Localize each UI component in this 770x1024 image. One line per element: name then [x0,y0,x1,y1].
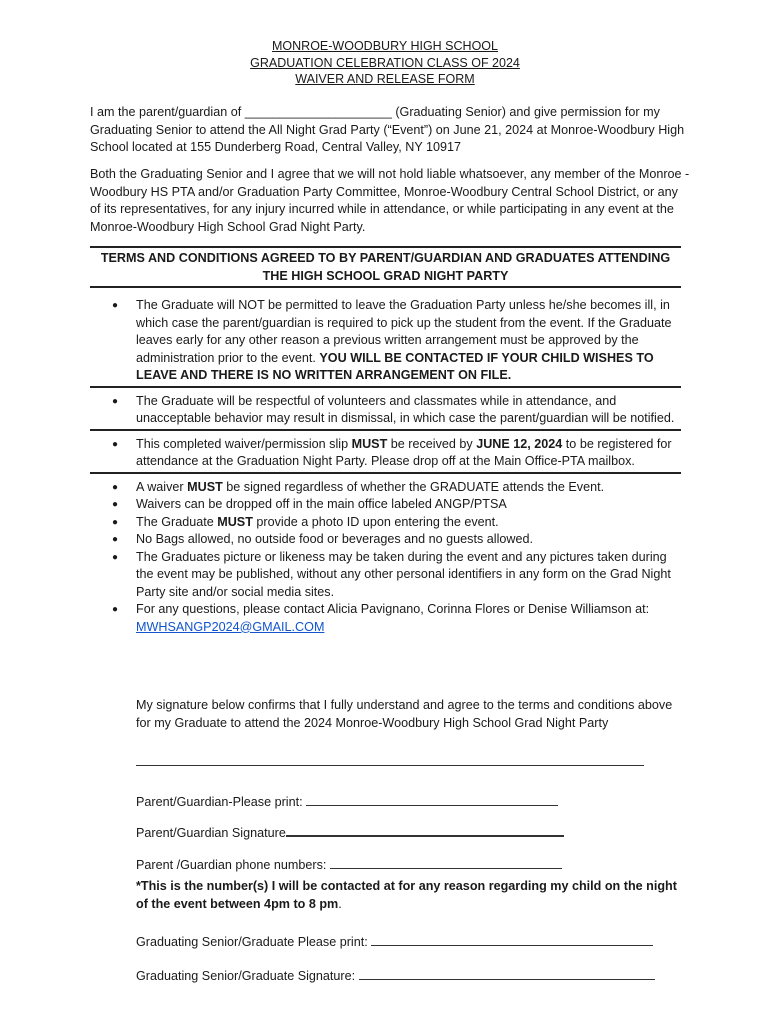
liability-paragraph: Both the Graduating Senior and I agree that we will not hold liable whatsoever, any member of the Monroe -Woodbury HS PTA and/or Graduation Party Committee, Monroe-Woodbury Central School District, or any of its representatives, for any injury incurred while in attendance, or while participating in any event at the Monroe-Woodbury High School Grad Night Party. [90,167,690,234]
parent-print-label: Parent/Guardian-Please print: [136,795,307,809]
term-emphasis: MUST [217,514,253,529]
term-text: The Graduates picture or likeness may be taken during the event and any pictures taken during the event may be published, without any other personal identifiers in any form on the Grad Night Party site and/or social media sites. [136,549,671,599]
term-text: No Bags allowed, no outside food or beverages and no guests allowed. [136,532,533,546]
list-item [90,496,681,514]
list-item [90,393,681,431]
parent-print-line[interactable] [306,792,558,806]
term-text: The Graduate will NOT be permitted to leave the Graduation Party unless he/she becomes ill, in which case the parent/guardian is required to pick up the student from the event. If the Graduate leaves early for any other reason a previous written arrangement must be approved by the administration prior to the event. [136,298,672,365]
term-text: This completed waiver/permission slip [136,436,352,451]
senior-signature-line[interactable] [359,966,655,980]
term-text: The Graduate will be respectful of volunteers and classmates while in attendance, and unacceptable behavior may result in dismissal, in which case the parent/guardian will be notified. [136,393,675,425]
list-item [90,601,681,636]
contact-note-period: . [338,896,342,911]
bullet-icon: ● [112,395,119,407]
permission-text-start: I am the parent/guardian of [90,105,245,119]
term-text: provide a photo ID upon entering the event. [252,514,499,529]
bullet-icon: ● [112,481,119,493]
senior-print-field [136,932,653,952]
confirmation-statement: My signature below confirms that I fully understand and agree to the terms and conditions above for my Graduate to attend the 2024 Monroe-Woodbury High School Grad Night Party [136,698,673,730]
term-text: be received by [387,436,477,451]
term-text: Waivers can be dropped off in the main office labeled ANGP/PTSA [136,497,507,511]
list-item [90,436,681,474]
list-item [90,531,681,549]
parent-phone-field [136,855,562,875]
deadline-date: JUNE 12, 2024 [476,436,563,451]
terms-heading: TERMS AND CONDITIONS AGREED TO BY PARENT/GUARDIAN AND GRADUATES ATTENDING THE HIGH SCHOOL GRAD NIGHT PARTY [90,246,681,288]
list-item [90,297,681,388]
bullet-icon: ● [112,499,119,510]
senior-print-line[interactable] [371,932,653,946]
parent-print-field [136,792,558,812]
parent-signature-label: Parent/Guardian Signature [136,826,286,840]
permission-paragraph [90,104,690,157]
permission-text-end: (Graduating Senior) and give permission for my Graduating Senior to attend the All Night Grad Party (“Event”) on June 21, 2024 at Monroe-Woodbury High School located at 155 Dunderberg Road, Central Valley, NY 10917 [90,105,685,154]
bullet-icon: ● [112,300,119,311]
bullet-icon: ● [112,604,119,615]
term-text: For any questions, please contact Alicia Pavignano, Corinna Flores or Denise Williamson at: [136,602,650,616]
senior-name-blank[interactable]: _____________________ [244,105,392,119]
parent-phone-label: Parent /Guardian phone numbers: [136,858,330,872]
list-item [90,479,681,497]
list-item [90,549,681,602]
form-title: WAIVER AND RELEASE FORM [295,72,475,86]
senior-signature-field [136,966,655,986]
term-text: A waiver [136,479,188,494]
parent-phone-line[interactable] [330,855,562,869]
contact-email-link[interactable]: MWHSANGP2024@GMAIL.COM [136,619,325,634]
term-emphasis: YOU WILL BE CONTACTED IF YOUR CHILD WISHES TO LEAVE AND THERE IS NO WRITTEN ARRANGEMENT ON FILE. [136,350,654,382]
bullet-icon: ● [112,516,119,528]
list-item [90,514,681,532]
contact-note-text: *This is the number(s) I will be contacted at for any reason regarding my child on the night of the event between 4pm to 8 pm [136,879,677,911]
term-emphasis: MUST [187,479,223,494]
senior-signature-label: Graduating Senior/Graduate Signature: [136,969,359,983]
form-header [0,38,770,88]
term-text: The Graduate [136,514,218,529]
term-text: be signed regardless of whether the GRADUATE attends the Event. [222,479,605,494]
confirmation-signature-line[interactable] [136,765,644,766]
event-title: GRADUATION CELEBRATION CLASS OF 2024 [250,55,520,70]
term-text: to be registered for attendance at the Graduation Night Party. Please drop off at the Main Office-PTA mailbox. [136,436,672,468]
terms-list [90,297,681,636]
parent-signature-field [136,822,564,843]
senior-print-label: Graduating Senior/Graduate Please print: [136,935,372,949]
term-emphasis: MUST [351,436,388,451]
bullet-icon: ● [112,438,119,450]
contact-note [136,878,681,913]
bullet-icon: ● [112,551,119,563]
school-name: MONROE-WOODBURY HIGH SCHOOL [272,39,498,53]
parent-signature-line[interactable] [286,822,564,837]
bullet-icon: ● [112,534,119,545]
